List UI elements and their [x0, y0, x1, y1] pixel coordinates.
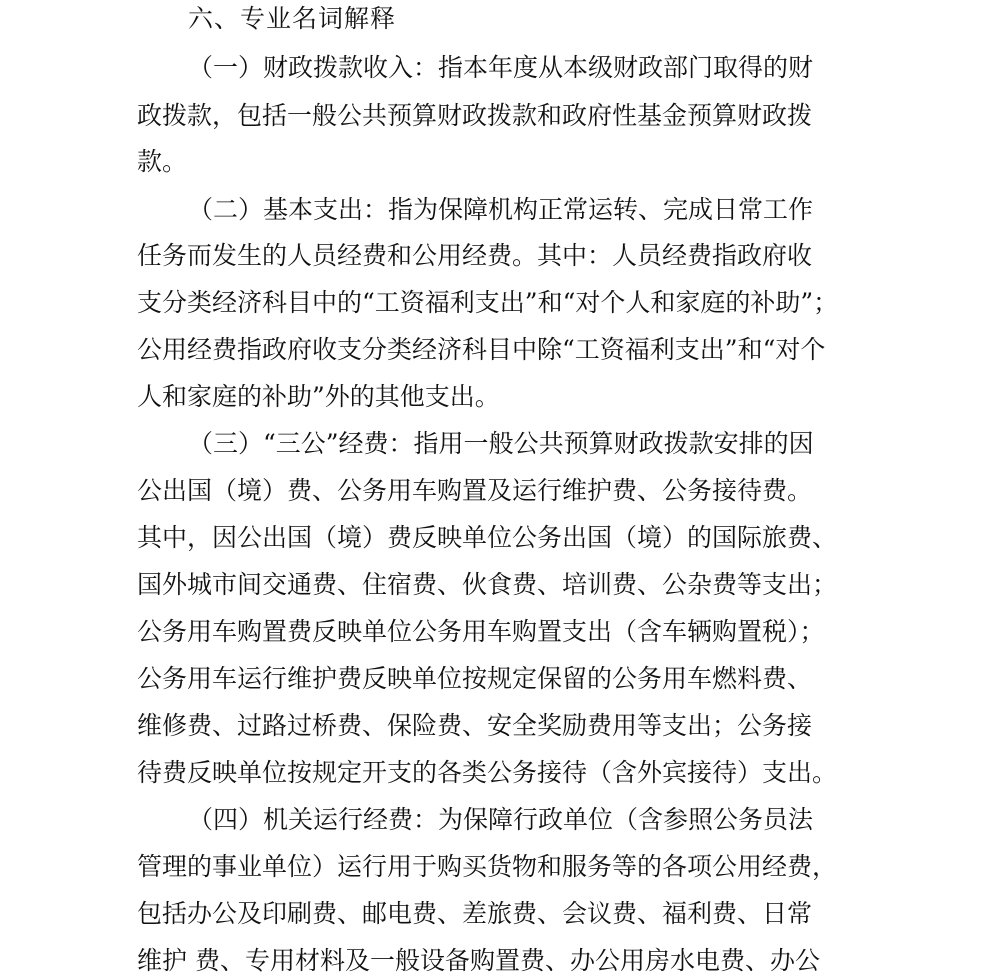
- paragraph-2-line-5: 人和家庭的补助”外的其他支出。: [137, 382, 500, 411]
- paragraph-2-line-3: 支分类经济科目中的“工资福利支出”和“对个人和家庭的补助”；: [137, 288, 839, 317]
- paragraph-3-line-7: 维修费、过路过桥费、保险费、安全奖励费用等支出；公务接: [137, 711, 813, 740]
- paragraph-3-line-6: 公务用车运行维护费反映单位按规定保留的公务用车燃料费、: [137, 664, 813, 693]
- section-title: 六、专业名词解释: [188, 4, 397, 33]
- paragraph-4-line-1: （四）机关运行经费：为保障行政单位（含参照公务员法: [188, 805, 814, 834]
- paragraph-3-line-5: 公务用车购置费反映单位公务用车购置支出（含车辆购置税）；: [137, 617, 825, 646]
- paragraph-4-line-4: 维护 费、专用材料及一般设备购置费、办公用房水电费、办公: [137, 946, 820, 975]
- paragraph-4-line-3: 包括办公及印刷费、邮电费、差旅费、会议费、福利费、日常: [137, 899, 813, 928]
- paragraph-1-line-3: 款。: [137, 147, 188, 176]
- paragraph-3-line-2: 公出国（境）费、公务用车购置及运行维护费、公务接待费。: [137, 476, 813, 505]
- paragraph-3-line-1: （三）“三公”经费：指用一般公共预算财政拨款安排的因: [188, 429, 814, 458]
- paragraph-2-line-2: 任务而发生的人员经费和公用经费。其中：人员经费指政府收: [137, 241, 813, 270]
- paragraph-2-line-4: 公用经费指政府收支分类经济科目中除“工资福利支出”和“对个: [137, 335, 826, 364]
- paragraph-1-line-2: 政拨款，包括一般公共预算财政拨款和政府性基金预算财政拨: [137, 101, 813, 130]
- paragraph-3-line-4: 国外城市间交通费、住宿费、伙食费、培训费、公杂费等支出；: [137, 570, 838, 599]
- paragraph-1-line-1: （一）财政拨款收入：指本年度从本级财政部门取得的财: [188, 53, 814, 82]
- paragraph-3-line-3: 其中，因公出国（境）费反映单位公务出国（境）的国际旅费、: [137, 523, 838, 552]
- paragraph-4-line-2: 管理的事业单位）运行用于购买货物和服务等的各项公用经费，: [137, 852, 838, 881]
- paragraph-3-line-8: 待费反映单位按规定开支的各类公务接待（含外宾接待）支出。: [137, 758, 838, 787]
- paragraph-2-line-1: （二）基本支出：指为保障机构正常运转、完成日常工作: [188, 195, 814, 224]
